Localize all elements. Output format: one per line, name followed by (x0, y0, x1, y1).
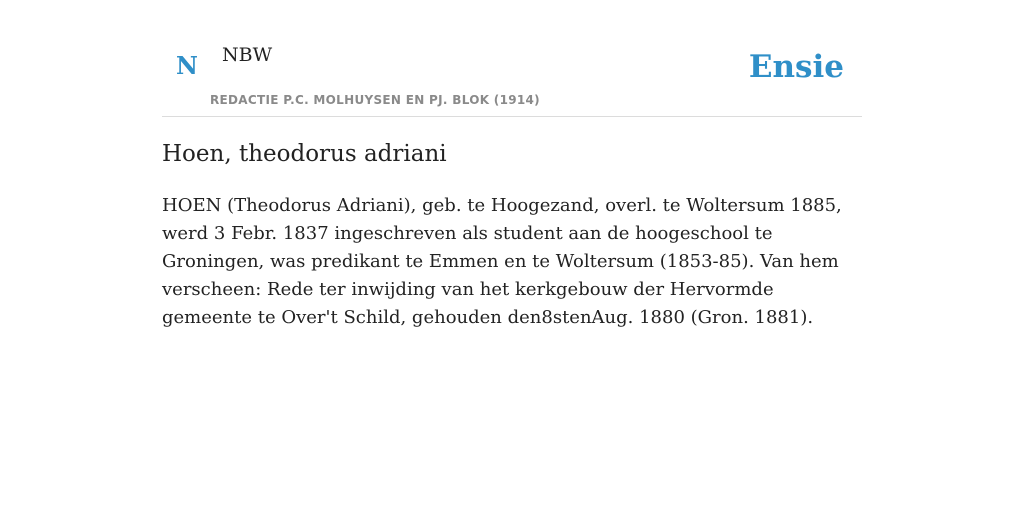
entry-body: HOEN (Theodorus Adriani), geb. te Hoogezand, overl. te Woltersum 1885, werd 3 Febr. 1837 ingeschreven als student aan de hoogeschool te Groningen, was predikant te Emmen en te Woltersum (1853-85). Van hem verscheen: Rede ter inwijding van het kerkgebouw der Hervormde gemeente te Over't Schild, gehouden den8stenAug. 1880 (Gron. 1881). (162, 195, 842, 328)
ensie-brand-link[interactable]: Ensie (748, 49, 844, 85)
editors-subtitle: REDACTIE P.C. MOLHUYSEN EN PJ. BLOK (1914) (210, 93, 540, 107)
entry-title: Hoen, theodorus adriani (162, 141, 447, 167)
site-header (162, 0, 862, 117)
book-title: NBW (222, 44, 273, 66)
nbw-logo-link[interactable]: N (176, 51, 198, 80)
